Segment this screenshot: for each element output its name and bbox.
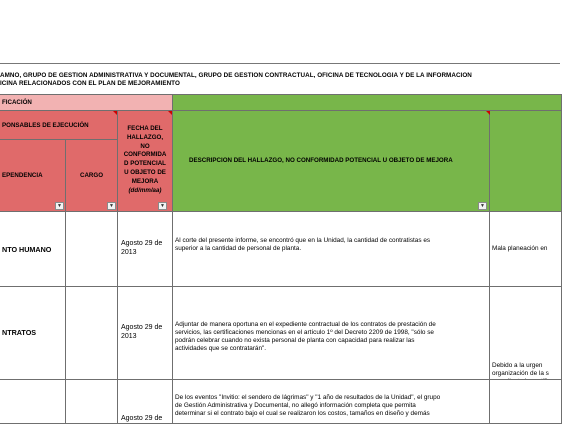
section-identification-label: FICACIÓN — [2, 99, 32, 106]
header-fecha[interactable] — [117, 110, 173, 212]
table-row-3-dependencia[interactable] — [0, 379, 66, 424]
table-row-2-dependencia[interactable] — [0, 286, 66, 380]
header-responsables[interactable] — [0, 110, 118, 140]
table-row-3-cargo[interactable] — [65, 379, 118, 424]
header-descripcion-label: DESCRIPCION DEL HALLAZGO, NO CONFORMIDAD POTENCIAL U OBJETO DE MEJORA — [189, 157, 453, 164]
header-descripcion[interactable] — [172, 110, 490, 212]
table-row-1-dependencia[interactable] — [0, 211, 66, 287]
table-row-2-causa[interactable] — [489, 286, 562, 380]
table-row-2-cargo[interactable] — [65, 286, 118, 380]
row-1-fecha-text: Agosto 29 de 2013 — [121, 240, 163, 256]
header-fecha-line: D POTENCIAL — [124, 160, 166, 168]
header-cargo-label: CARGO — [80, 172, 104, 179]
comment-marker[interactable] — [113, 111, 117, 115]
filter-dropdown-icon[interactable]: ▼ — [107, 202, 116, 210]
filter-dropdown-icon[interactable]: ▼ — [55, 202, 64, 210]
table-row-2-descripcion[interactable] — [172, 286, 490, 380]
table-row-1-fecha[interactable] — [117, 211, 173, 287]
section-green-header[interactable] — [172, 94, 562, 111]
sheet-top-border — [0, 63, 560, 64]
filter-dropdown-icon[interactable]: ▼ — [158, 202, 167, 210]
table-row-1-cargo[interactable] — [65, 211, 118, 287]
header-next-column[interactable] — [489, 110, 562, 212]
table-row-1-descripcion[interactable] — [172, 211, 490, 287]
header-fecha-line: MEJORA — [131, 177, 159, 185]
table-row-3-fecha[interactable] — [117, 379, 173, 424]
table-row-3-causa[interactable] — [489, 379, 562, 424]
header-fecha-line: HALLAZGO, — [126, 133, 164, 141]
row-3-descripcion-text: De los eventos "Invitio: el sendero de lágrimas" y "1 año de resultados de la Unidad", el grupo de Gestión Administrativa y Documental, no allegó información completa que permita determinar si el contrato bajo el cual se realizaron los costos, tamaños en diseño y demás — [175, 394, 441, 417]
row-2-descripcion-text: Adjuntar de manera oportuna en el expediente contractual de los contratos de prestación de servicios, las certificaciones mencionas en el artículo 1º del Decreto 2209 de 1998, "sólo se podrán celebrar cuando no exista personal de planta con capacidad para realizar las actividades que se contratarán". — [175, 321, 436, 352]
comment-marker[interactable] — [486, 111, 490, 115]
header-dependencia-label: EPENDENCIA — [2, 172, 43, 179]
report-header-line-2: ICINA RELACIONADOS CON EL PLAN DE MEJORAMIENTO — [0, 80, 180, 87]
header-responsables-label: PONSABLES DE EJECUCIÓN — [2, 122, 89, 129]
row-1-descripcion-text: Al corte del presente informe, se encontró que en la Unidad, la cantidad de contratistas es superior a la cantidad de personal de planta. — [175, 237, 431, 252]
table-row-2-fecha[interactable] — [117, 286, 173, 380]
report-header-line-1: AMNO, GRUPO DE GESTION ADMINISTRATIVA Y DOCUMENTAL, GRUPO DE GESTION CONTRACTUAL, OFICINA DE TECNOLOGIA Y DE LA INFORMACION — [0, 72, 472, 79]
section-identification-header[interactable] — [0, 94, 173, 111]
header-fecha-label — [118, 125, 172, 195]
row-2-causa-text: Debido a la urgen organización de la s — [492, 362, 549, 377]
row-3-fecha-text: Agosto 29 de — [121, 415, 163, 422]
comment-marker[interactable] — [168, 111, 172, 115]
row-2-fecha-text: Agosto 29 de 2013 — [121, 324, 163, 340]
header-fecha-line: U OBJETO DE — [124, 168, 166, 176]
filter-dropdown-icon[interactable]: ▼ — [478, 202, 487, 210]
header-fecha-line: NO — [140, 142, 150, 150]
header-fecha-line: FECHA DEL — [127, 125, 163, 132]
row-1-causa-text: Mala planeación en — [492, 245, 548, 252]
table-row-1-causa[interactable] — [489, 211, 562, 287]
header-fecha-line: CONFORMIDA — [123, 151, 167, 159]
header-fecha-line: (dd/mm/aa) — [128, 186, 162, 194]
row-2-dependencia-text: NTRATOS — [2, 328, 37, 337]
table-row-3-descripcion[interactable] — [172, 379, 490, 424]
row-1-dependencia-text: NTO HUMANO — [2, 245, 52, 254]
